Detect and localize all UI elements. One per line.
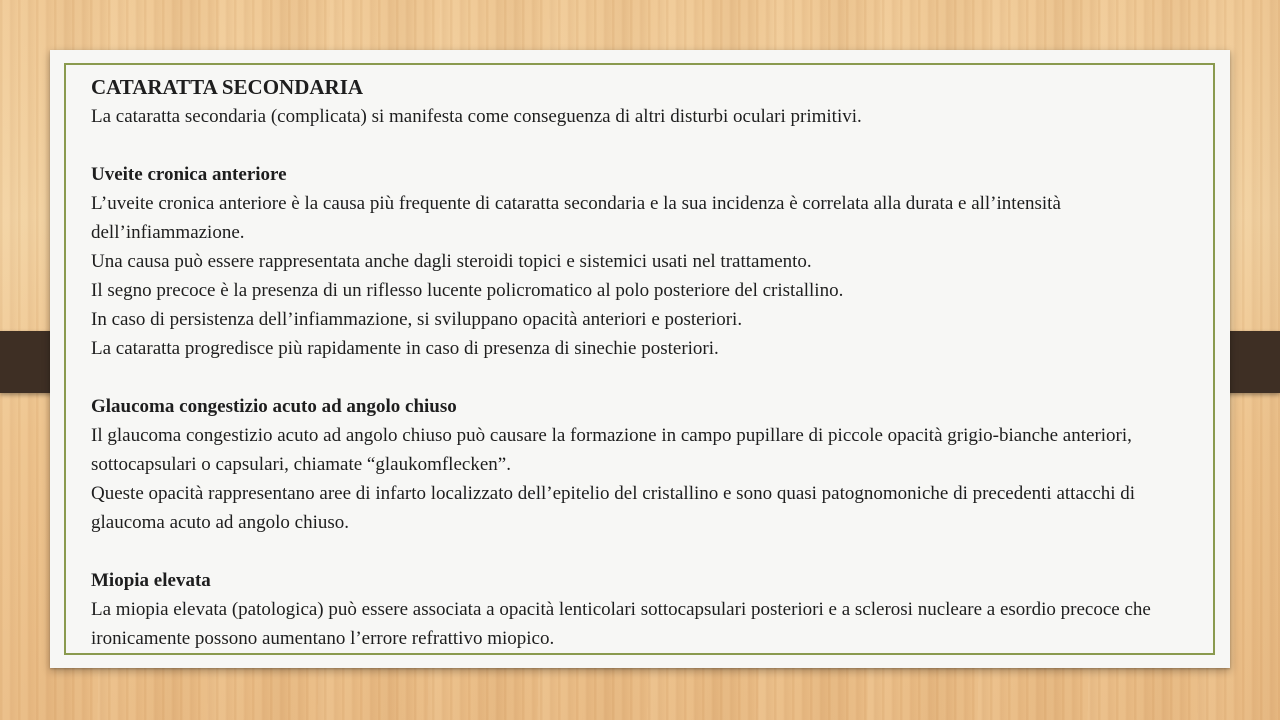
section-paragraph: Il segno precoce è la presenza di un riflesso lucente policromatico al polo posteriore del cristallino. xyxy=(91,280,844,301)
section-paragraph: Queste opacità rappresentano aree di infarto localizzato dell’epitelio del cristallino e sono quasi patognomoniche di precedenti attacchi di glaucoma acuto ad angolo chiuso. xyxy=(91,483,1136,533)
section-paragraph: In caso di persistenza dell’infiammazione, si sviluppano opacità anteriori e posteriori. xyxy=(91,309,743,330)
section-paragraph: L’uveite cronica anteriore è la causa più frequente di cataratta secondaria e la sua incidenza è correlata alla durata e all’intensità dell’infiammazione. xyxy=(91,193,1061,243)
section-paragraph: La miopia elevata (patologica) può essere associata a opacità lenticolari sottocapsulari posteriori e a sclerosi nucleare a esordio precoce che ironicamente possono aumentano l’errore refrattivo miopico. xyxy=(91,599,1151,649)
section-heading: Miopia elevata xyxy=(91,570,211,591)
section-glaucoma xyxy=(91,392,1203,537)
section-heading: Uveite cronica anteriore xyxy=(91,164,287,185)
slide-content xyxy=(91,73,1203,653)
section-paragraph: Il glaucoma congestizio acuto ad angolo chiuso può causare la formazione in campo pupillare di piccole opacità grigio-bianche anteriori, sottocapsulari o capsulari, chiamate “glaukomflecken”. xyxy=(91,425,1132,475)
slide-title: CATARATTA SECONDARIA xyxy=(91,75,364,99)
section-paragraph: La cataratta progredisce più rapidamente in caso di presenza di sinechie posteriori. xyxy=(91,338,719,359)
intro-text: La cataratta secondaria (complicata) si manifesta come conseguenza di altri disturbi oculari primitivi. xyxy=(91,106,862,127)
section-miopia xyxy=(91,566,1203,653)
section-heading: Glaucoma congestizio acuto ad angolo chiuso xyxy=(91,396,457,417)
section-paragraph: Una causa può essere rappresentata anche dagli steroidi topici e sistemici usati nel trattamento. xyxy=(91,251,812,272)
section-uveite xyxy=(91,160,1203,363)
